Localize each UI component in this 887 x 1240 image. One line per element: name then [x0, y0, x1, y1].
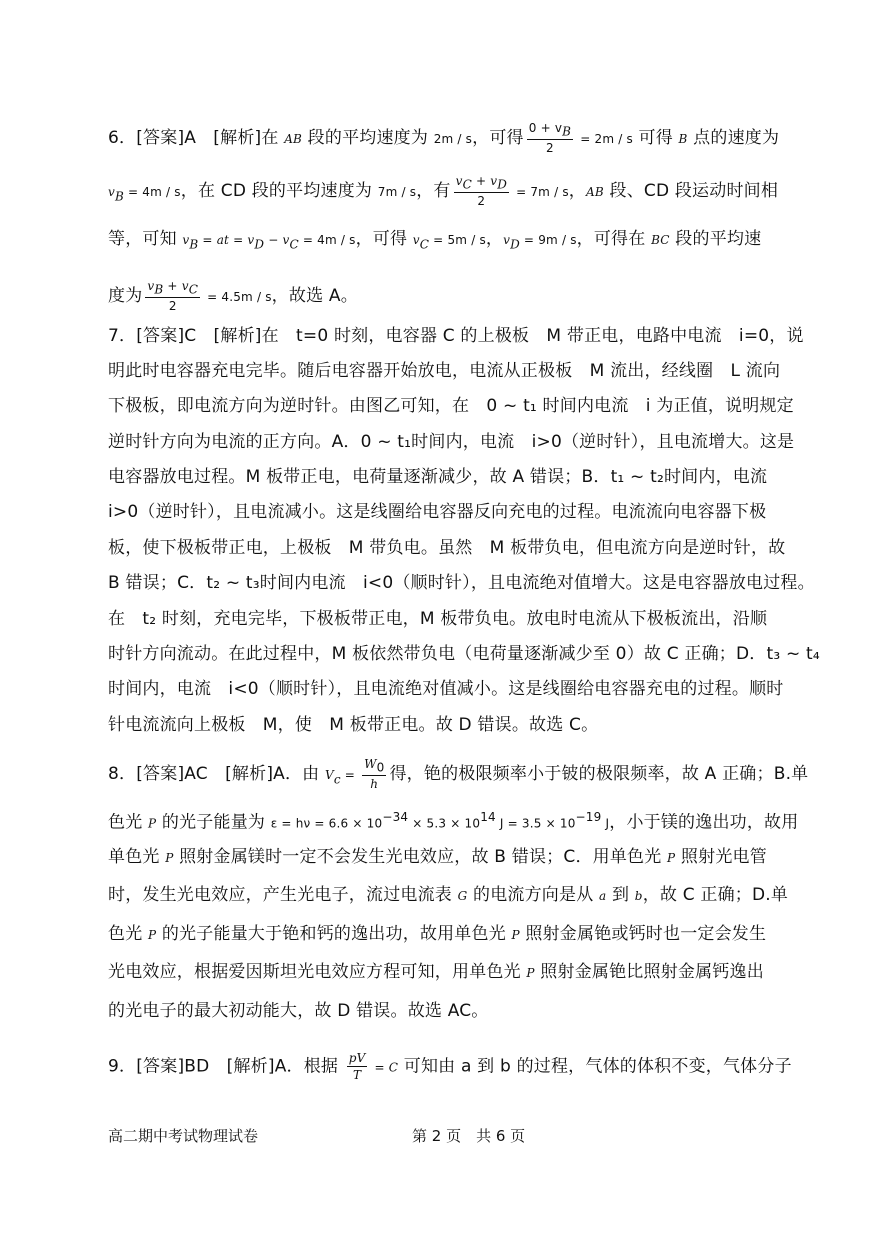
subscript: D: [254, 237, 265, 252]
math-expression: ε = hν = 6.6 × 10: [270, 816, 383, 831]
math-v: v: [412, 233, 420, 247]
text: ，可得: [355, 229, 413, 249]
text: ，故选 A。: [271, 286, 358, 307]
math-bc: BC: [651, 233, 670, 247]
math-v: + v: [471, 174, 498, 188]
fraction: [454, 174, 509, 208]
q8-line-7: 的光电子的最大初动能大，故 D 错误。故选 AC。: [108, 1001, 489, 1021]
text: 色光: [108, 924, 149, 944]
q7-line-7: 板，使下极板带正电，上极板 M 带负电。虽然 M 板带负电，但电流方向是逆时针，故: [108, 538, 786, 558]
q7-line-3: 下极板，即电流方向为逆时针。由图乙可知，在 0 ~ t₁ 时间内电流 i 为正值，说明规定: [108, 396, 794, 416]
fraction: [362, 757, 386, 791]
math-w: W: [364, 757, 377, 771]
text: 可知由 a 到 b 的过程，气体的体积不变，气体分子: [398, 1056, 792, 1077]
text: 时，发生光电效应，产生光电子，流过电流表: [108, 885, 458, 905]
text: 到: [606, 885, 635, 905]
math-g: G: [457, 889, 468, 903]
text: ，在 CD 段的平均速度为: [180, 181, 378, 202]
q7-line-11: 时间内，电流 i<0（顺时针），且电流绝对值减小。这是线圈给电容器充电的过程。顺时: [108, 679, 784, 699]
q7-line-1: 7．[答案]C [解析]在 t=0 时刻，电容器 C 的上极板 M 带正电，电路中电流 i=0，说: [108, 326, 804, 346]
subscript: D: [510, 237, 520, 252]
page-number: 第 2 页 共 6 页: [412, 1127, 526, 1145]
math-expression: J: [601, 816, 610, 831]
fraction-denominator: 2: [168, 299, 177, 314]
q8-line-5: [108, 922, 766, 947]
fraction-denominator: 2: [477, 194, 486, 209]
math-expression: × 5.3 × 10: [408, 816, 481, 831]
subscript: D: [497, 177, 508, 192]
text: ，故 C 正确；D.单: [642, 885, 789, 905]
subscript: B: [154, 282, 164, 297]
text: ，可得: [472, 128, 524, 149]
q8-line-4: [108, 883, 788, 908]
math-v: V: [324, 768, 334, 783]
math-equation: = 4m / s: [124, 185, 181, 200]
fraction-denominator: T: [353, 1068, 362, 1082]
math-v: v: [455, 174, 463, 188]
text: 照射金属铯比照射金属钙逸出: [534, 962, 764, 982]
q6-line-2: [108, 174, 778, 209]
q7-line-2: 明此时电容器充电完毕。随后电容器开始放电，电流从正极板 M 流出，经线圈 L 流向: [108, 361, 781, 381]
fraction: [145, 279, 200, 313]
math-v: v: [503, 233, 511, 247]
math-value: 2m / s: [433, 132, 473, 147]
math-p: P: [148, 816, 157, 831]
text: 等，可知: [108, 229, 183, 249]
q7-line-8: B 错误；C．t₂ ~ t₃时间内电流 i<0（顺时针），且电流绝对值增大。这是电容器放电过程。: [108, 573, 815, 593]
superscript: −19: [575, 810, 602, 824]
math-p: P: [526, 966, 535, 980]
text: ，可得在: [576, 229, 652, 249]
math-equals: =: [340, 768, 360, 783]
q6-line-1: [108, 121, 779, 155]
text: 的光子能量大于铯和钙的逸出功，故用单色光: [156, 924, 512, 944]
footer-title: 高二期中考试物理试卷: [108, 1127, 259, 1145]
math-expression: J = 3.5 × 10: [495, 816, 576, 831]
q7-line-10: 时针方向流动。在此过程中，M 板依然带负电（电荷量逐渐减少至 0）故 C 正确；D．t₃ ~ t₄: [108, 644, 820, 664]
text: 照射光电管: [675, 847, 767, 867]
math-b: b: [634, 889, 643, 903]
q8-line-6: [108, 960, 764, 985]
math-p: P: [165, 851, 174, 865]
subscript: B: [189, 237, 199, 252]
superscript: 14: [480, 810, 496, 824]
math-v: v: [108, 185, 115, 200]
math-p: P: [511, 928, 520, 942]
fraction-denominator: h: [370, 777, 379, 792]
text: 可得: [632, 128, 679, 149]
subscript: 0: [376, 760, 385, 775]
q7-line-9: 在 t₂ 时刻，充电完毕，下极板带正电，M 板带负电。放电时电流从下极板流出，沿顺: [108, 609, 768, 629]
fraction-denominator: 2: [546, 141, 554, 156]
subscript: B: [562, 124, 572, 139]
q6-line-4: [108, 279, 358, 313]
math-equation: = 5m / s: [429, 233, 486, 247]
math-ab: AB: [284, 132, 303, 147]
text: ，: [485, 229, 504, 249]
math-equation: = 4.5m / s: [203, 290, 272, 305]
math-v: v: [182, 233, 190, 247]
text: 9．[答案]BD [解析]A．根据: [108, 1056, 344, 1077]
math-equation: = 7m / s: [512, 185, 569, 200]
text: 8．[答案]AC [解析]A．由: [108, 764, 325, 785]
subscript: B: [114, 189, 125, 204]
text: 照射金属镁时一定不会发生光电效应，故 B 错误；C．用单色光: [173, 847, 668, 867]
q7-line-6: i>0（逆时针），且电流减小。这是线圈给电容器反向充电的过程。电流流向电容器下极: [108, 502, 767, 522]
math-ab: AB: [586, 185, 604, 200]
q7-line-5: 电容器放电过程。M 板带正电，电荷量逐渐减少，故 A 错误；B．t₁ ~ t₂时间内，电流: [108, 467, 768, 487]
math-b: B: [678, 132, 688, 147]
text: 照射金属铯或钙时也一定会发生: [519, 924, 767, 944]
math-v: v: [147, 279, 155, 293]
text: 段的平均速: [669, 229, 762, 249]
text: 段、CD 段运动时间相: [603, 181, 779, 202]
text: 单色光: [108, 847, 166, 867]
text: 的电流方向是从: [467, 885, 600, 905]
subscript: c: [333, 772, 341, 787]
math-equation: = 9m / s: [519, 233, 577, 247]
text: ，: [568, 181, 586, 202]
text: 点的速度为: [687, 128, 780, 149]
q8-line-1: [108, 757, 808, 792]
text: ，有: [416, 181, 451, 202]
text: 得，铯的极限频率小于铍的极限频率，故 A 正确；B.单: [389, 764, 809, 785]
fraction: [347, 1051, 368, 1082]
text: 光电效应，根据爱因斯坦光电效应方程可知，用单色光: [108, 962, 527, 982]
subscript: C: [188, 282, 199, 297]
math-p: P: [667, 851, 676, 865]
subscript: C: [419, 237, 430, 252]
q8-line-3: [108, 845, 767, 870]
math-value: 7m / s: [377, 185, 417, 200]
q7-line-12: 针电流流向上极板 M，使 M 板带正电。故 D 错误。故选 C。: [108, 715, 599, 735]
math-v: + v: [163, 279, 189, 293]
text: 段的平均速度为: [302, 128, 434, 149]
math-equation: = 4m / s: [298, 233, 356, 247]
q8-line-2: [108, 805, 798, 836]
text: 色光: [108, 812, 149, 833]
math-equation: = 2m / s: [576, 132, 633, 147]
subscript: C: [289, 237, 299, 252]
math-equation: = C: [370, 1060, 399, 1075]
subscript: C: [462, 177, 472, 192]
math-expression: = at = v: [198, 233, 255, 247]
text: 的光子能量为: [156, 812, 271, 833]
fraction-numerator: pV: [348, 1051, 366, 1065]
fraction-numerator: 0 + v: [528, 121, 563, 135]
math-expression: − v: [264, 233, 290, 247]
q7-line-4: 逆时针方向为电流的正方向。A．0 ~ t₁时间内，电流 i>0（逆时针），且电流增大。这是: [108, 432, 795, 452]
text: 度为: [108, 286, 143, 307]
q6-line-3: [108, 227, 761, 256]
math-a: a: [599, 889, 607, 903]
text: ，小于镁的逸出功，故用: [609, 812, 799, 833]
text: 6．[答案]A [解析]在: [108, 128, 285, 149]
superscript: −34: [382, 810, 409, 824]
math-p: P: [148, 928, 157, 942]
fraction: [527, 121, 573, 155]
q9-line-1: [108, 1051, 792, 1082]
